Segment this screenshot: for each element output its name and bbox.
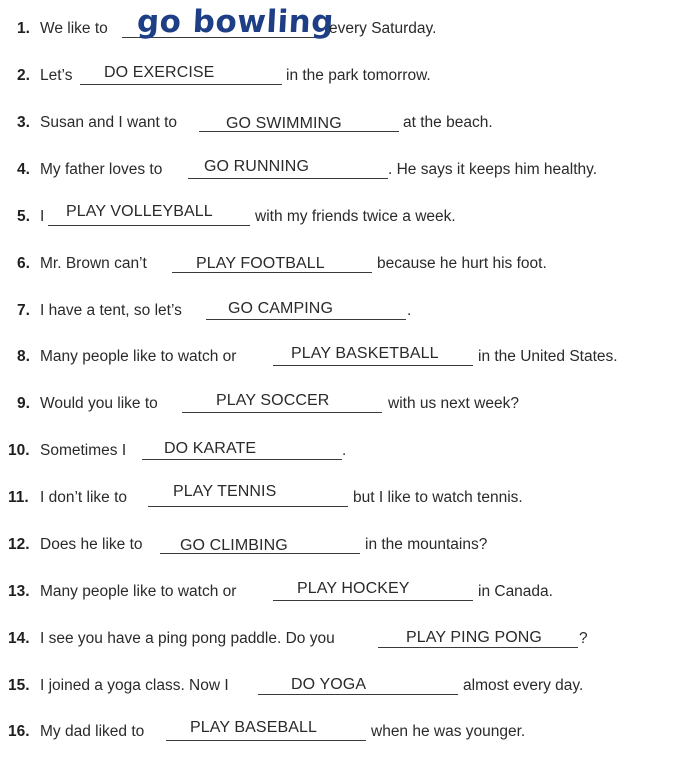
item-number: 16. bbox=[8, 723, 30, 740]
sentence-after: in the mountains? bbox=[365, 536, 488, 553]
sentence-before: Mr. Brown can’t bbox=[40, 255, 147, 272]
sentence-before: I joined a yoga class. Now I bbox=[40, 677, 229, 694]
sentence-before: My dad liked to bbox=[40, 723, 145, 740]
answer-text: GO CLIMBING bbox=[180, 537, 288, 554]
item-number: 13. bbox=[8, 583, 30, 600]
sentence-after: with us next week? bbox=[388, 395, 519, 412]
item-number: 11. bbox=[8, 489, 29, 506]
sentence-before: I bbox=[40, 208, 45, 225]
sentence-after: . He says it keeps him healthy. bbox=[388, 161, 598, 178]
exercise-item-13 bbox=[0, 577, 680, 607]
sentence-before: We like to bbox=[40, 20, 108, 37]
answer-blank bbox=[148, 506, 348, 507]
answer-text: DO EXERCISE bbox=[104, 64, 215, 81]
item-number: 12. bbox=[8, 536, 30, 553]
sentence-before: I have a tent, so let’s bbox=[40, 302, 182, 319]
item-number: 14. bbox=[8, 630, 30, 647]
exercise-item-15 bbox=[0, 671, 680, 701]
exercise-item-5 bbox=[0, 202, 680, 232]
exercise-item-12 bbox=[0, 530, 680, 560]
answer-text: PLAY HOCKEY bbox=[297, 580, 410, 597]
sentence-after: . bbox=[407, 302, 412, 319]
answer-text: PLAY BASKETBALL bbox=[291, 345, 439, 362]
answer-blank bbox=[188, 178, 388, 179]
exercise-item-2 bbox=[0, 61, 680, 91]
answer-text: PLAY PING PONG bbox=[406, 629, 542, 646]
sentence-after: in the park tomorrow. bbox=[286, 67, 431, 84]
answer-blank bbox=[258, 694, 458, 695]
sentence-after: when he was younger. bbox=[371, 723, 526, 740]
answer-text: GO CAMPING bbox=[228, 300, 334, 317]
answer-blank bbox=[48, 225, 250, 226]
item-number: 6. bbox=[17, 255, 30, 272]
exercise-item-6 bbox=[0, 249, 680, 279]
item-number: 1. bbox=[17, 20, 30, 37]
exercise-item-9 bbox=[0, 389, 680, 419]
sentence-after: because he hurt his foot. bbox=[377, 255, 547, 272]
sentence-after: every Saturday. bbox=[329, 20, 437, 37]
exercise-item-11 bbox=[0, 483, 680, 513]
answer-text: GO SWIMMING bbox=[226, 115, 342, 132]
item-number: 2. bbox=[17, 67, 30, 84]
item-number: 4. bbox=[17, 161, 30, 178]
answer-blank bbox=[166, 740, 366, 741]
sentence-after: in Canada. bbox=[478, 583, 553, 600]
sentence-before: Would you like to bbox=[40, 395, 158, 412]
sentence-before: Does he like to bbox=[40, 536, 143, 553]
item-number: 3. bbox=[17, 114, 30, 131]
item-number: 10. bbox=[8, 442, 30, 459]
answer-text: PLAY FOOTBALL bbox=[196, 255, 325, 272]
sentence-before: I don’t like to bbox=[40, 489, 128, 506]
answer-text: DO YOGA bbox=[291, 676, 367, 693]
sentence-before: Many people like to watch or bbox=[40, 583, 237, 600]
sentence-after: ? bbox=[579, 630, 588, 647]
exercise-item-10 bbox=[0, 436, 680, 466]
answer-blank bbox=[378, 647, 578, 648]
exercise-item-16 bbox=[0, 717, 680, 747]
exercise-item-14 bbox=[0, 624, 680, 654]
answer-text: PLAY SOCCER bbox=[216, 392, 330, 409]
sentence-after: almost every day. bbox=[463, 677, 584, 694]
sentence-before: My father loves to bbox=[40, 161, 163, 178]
answer-text: DO KARATE bbox=[164, 440, 257, 457]
item-number: 7. bbox=[17, 302, 30, 319]
sentence-before: Susan and I want to bbox=[40, 114, 178, 131]
exercise-item-8 bbox=[0, 342, 680, 372]
sentence-after: . bbox=[342, 442, 347, 459]
answer-text: PLAY TENNIS bbox=[173, 483, 277, 500]
item-number: 9. bbox=[17, 395, 30, 412]
answer-blank bbox=[182, 412, 382, 413]
answer-blank bbox=[273, 600, 473, 601]
answer-text: PLAY BASEBALL bbox=[190, 719, 318, 736]
answer-text: PLAY VOLLEYBALL bbox=[66, 203, 213, 220]
exercise-item-3 bbox=[0, 108, 680, 138]
item-number: 8. bbox=[17, 348, 30, 365]
answer-text: GO RUNNING bbox=[204, 158, 309, 175]
sentence-after: in the United States. bbox=[478, 348, 618, 365]
answer-text: go bowling bbox=[136, 4, 335, 40]
item-number: 5. bbox=[17, 208, 30, 225]
answer-blank bbox=[273, 365, 473, 366]
sentence-before: Many people like to watch or bbox=[40, 348, 237, 365]
exercise-item-4 bbox=[0, 155, 680, 185]
answer-blank bbox=[206, 319, 406, 320]
sentence-after: with my friends twice a week. bbox=[255, 208, 456, 225]
sentence-before: Let’s bbox=[40, 67, 73, 84]
sentence-after: but I like to watch tennis. bbox=[353, 489, 523, 506]
exercise-item-1 bbox=[0, 4, 680, 44]
answer-blank bbox=[142, 459, 342, 460]
sentence-before: I see you have a ping pong paddle. Do you bbox=[40, 630, 335, 647]
item-number: 15. bbox=[8, 677, 30, 694]
sentence-before: Sometimes I bbox=[40, 442, 127, 459]
answer-blank bbox=[80, 84, 282, 85]
sentence-after: at the beach. bbox=[403, 114, 493, 131]
exercise-item-7 bbox=[0, 296, 680, 326]
